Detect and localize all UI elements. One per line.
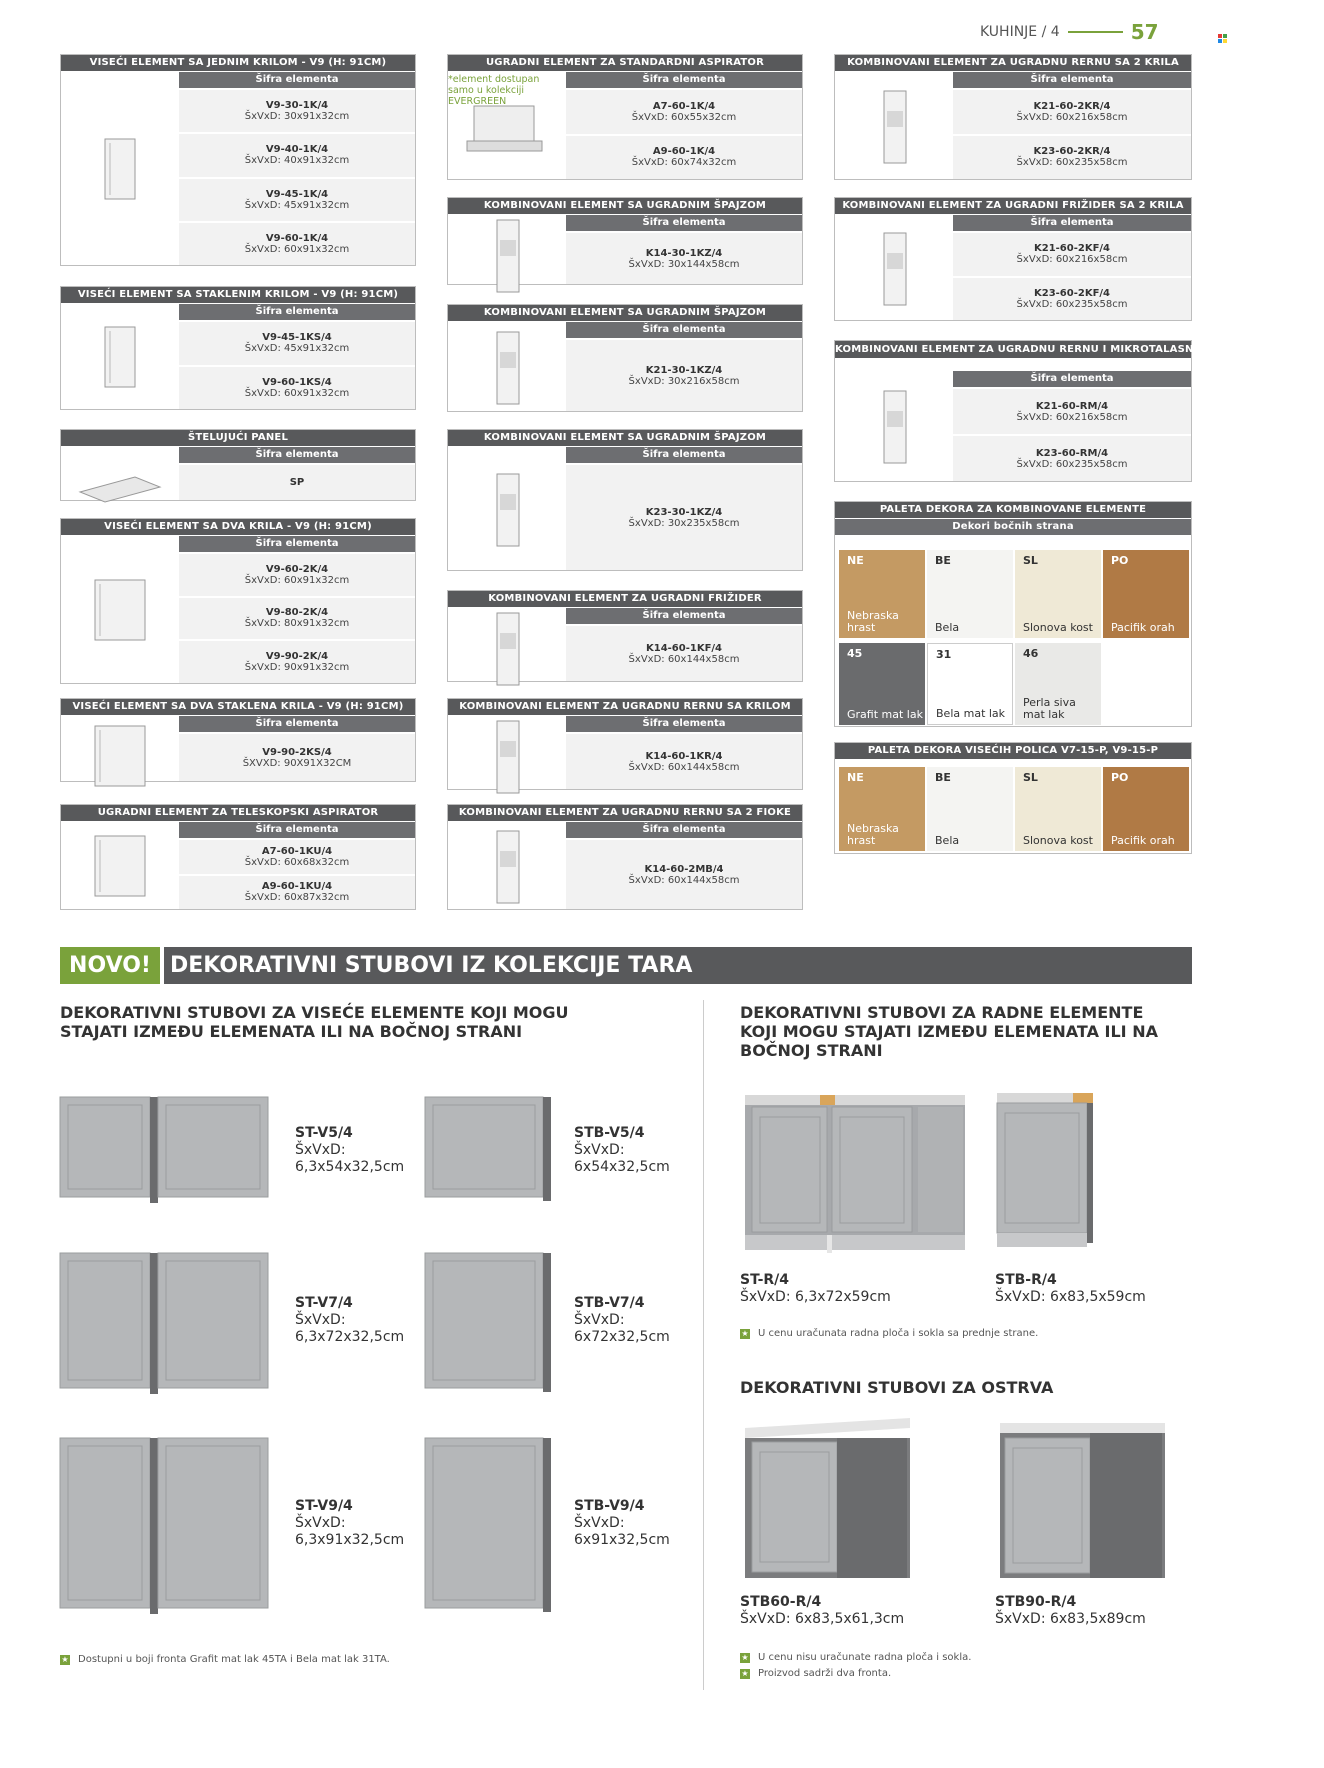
code-label: K23-30-1KZ/4 [645,506,723,518]
decor-swatch [839,767,925,851]
cabinet-illustration-icon [75,129,165,209]
code-label: K14-60-2MB/4 [644,863,724,875]
product-code [295,1125,404,1176]
dims-label: ŠxVxD: 60x235x58cm [1016,458,1128,470]
decor-name: Pacifik orah [1111,621,1175,634]
spec-subtitle: Šifra elementa [953,371,1191,387]
dims-label: ŠxVxD: 80x91x32cm [244,618,350,630]
spec-code-column [566,322,802,411]
right-footnote [740,1328,1038,1339]
spec-row [953,276,1191,321]
spec-code-column [566,608,802,681]
code-label: STB-V5/4 [574,1125,645,1141]
code-label: K21-60-RM/4 [1035,400,1109,412]
decor-code: BE [935,771,951,784]
cabinet-illustration-icon [75,317,165,397]
code-label: K23-60-2KF/4 [1033,287,1111,299]
spec-subtitle: Šifra elementa [566,608,802,624]
code-label: A9-60-1K/4 [652,146,716,158]
spec-box [834,54,1192,180]
decor-code: SL [1023,554,1038,567]
spec-box [834,340,1324,482]
decor-name: Bela mat lak [936,707,1006,720]
wall-cabinet-single-illustration [425,1253,565,1398]
spec-row [179,463,415,500]
spec-code-column [179,72,415,265]
cabinet-illustration-icon [849,228,939,308]
decor-swatch [1103,767,1189,851]
star-icon: ★ [741,1328,749,1338]
dims-label: ŠxVxD: 60x235x58cm [1016,298,1128,310]
dims-value: 6x91x32,5cm [574,1532,670,1548]
spec-title: KOMBINOVANI ELEMENT SA UGRADNIM ŠPAJZOM [448,430,802,446]
dims-label: ŠxVxD: [295,1142,346,1158]
palette-side-decors [834,501,1192,727]
spec-row [953,88,1191,134]
spec-row [179,221,415,265]
dims-label: ŠxVxD: 60x68x32cm [244,856,350,868]
spec-row [566,624,802,681]
spec-row [566,231,802,284]
spec-row [566,463,802,570]
product-code [574,1498,670,1549]
footnote-text: U cenu uračunata radna ploča i sokla sa prednje strane. [758,1328,1039,1339]
dims-label: ŠxVxD: 60x235x58cm [1016,157,1128,169]
dims-label: ŠxVxD: 60x91x32cm [244,243,350,255]
right-heading: DEKORATIVNI STUBOVI ZA RADNE ELEMENTE KOJI MOGU STAJATI IZMEĐU ELEMENATA ILI NA BOČNOJ STRANI [740,1003,1158,1060]
decor-code: SL [1023,771,1038,784]
island-heading: DEKORATIVNI STUBOVI ZA OSTRVA [740,1378,1054,1397]
spec-subtitle: Šifra elementa [179,716,415,732]
code-label: V9-45-1K/4 [265,188,329,200]
base-cabinet-double-illustration [740,1095,970,1260]
code-label: V9-60-1K/4 [265,232,329,244]
cabinet-illustration-icon [849,86,939,166]
spec-subtitle: Šifra elementa [566,72,802,88]
code-label: V9-80-2K/4 [265,607,329,619]
spec-box [447,698,803,790]
star-icon: ★ [741,1652,749,1662]
dims-label: ŠxVxD: 40x91x32cm [244,155,350,167]
cabinet-illustration-icon [75,447,165,527]
decor-name: Grafit mat lak [847,708,923,721]
code-label: STB90-R/4 [995,1594,1077,1610]
cabinet-illustration-icon [75,826,165,906]
spec-subtitle: Šifra elementa [179,447,415,463]
spec-subtitle: Šifra elementa [566,447,802,463]
product-code [574,1295,670,1346]
spec-box [447,304,803,412]
page-number: 57 [1130,20,1159,44]
spec-row [953,231,1191,276]
spec-image [835,72,953,179]
dims-label: ŠxVxD: [574,1515,625,1531]
code-label: V9-90-2KS/4 [262,746,332,758]
product-code [995,1594,1146,1628]
dims-label: ŠxVxD: 30x216x58cm [628,375,740,387]
dims-label: ŠxVxD: 6,3x72x59cm [740,1289,891,1305]
wall-cabinet-single-illustration [425,1097,565,1207]
dims-label: ŠxVxD: 60x55x32cm [631,111,737,123]
spec-title: KOMBINOVANI ELEMENT ZA UGRADNU RERNU I MIKROTALASNU PEĆNICU SA 2 KRILA [835,341,1191,358]
code-label: STB-V9/4 [574,1498,645,1514]
code-label: V9-30-1K/4 [265,100,329,112]
dims-value: 6x54x32,5cm [574,1159,670,1175]
wall-cabinet-pair-illustration [60,1097,280,1207]
cabinet-illustration-icon [462,608,552,688]
decor-name: Bela [935,834,960,847]
code-label: SP [289,477,305,488]
spec-row [179,365,415,410]
footnote-text: U cenu nisu uračunate radna ploča i sokla. [758,1652,972,1663]
code-label: A9-60-1KU/4 [261,881,333,893]
spec-note: *element dostupan samo u kolekciji EVERGREEN [448,74,540,107]
novo-badge: NOVO! [60,947,160,984]
spec-image [61,822,179,909]
spec-row [953,434,1191,481]
code-label: ST-V9/4 [295,1498,353,1514]
spec-title: ŠTELUJUĆI PANEL [61,430,415,446]
decor-swatch [1015,767,1101,851]
dims-label: ŠxVxD: 45x91x32cm [244,343,350,355]
cabinet-illustration-icon [462,215,552,295]
product-code [295,1498,404,1549]
code-label: V9-60-1KS/4 [262,376,332,388]
dims-label: ŠxVxD: 30x144x58cm [628,258,740,270]
dims-label: ŠxVxD: 60x144x58cm [628,874,740,886]
spec-subtitle: Šifra elementa [179,72,415,88]
dims-value: 6,3x54x32,5cm [295,1159,405,1175]
decor-swatch [1103,550,1189,638]
island-cabinet-60-illustration [740,1418,915,1588]
spec-title: UGRADNI ELEMENT ZA STANDARDNI ASPIRATOR [448,55,802,71]
dims-label: ŠxVxD: 60x91x32cm [244,387,350,399]
right-footnote [740,1652,971,1663]
spec-title: VISEĆI ELEMENT SA JEDNIM KRILOM - V9 (H: 91CM) [61,55,415,71]
cabinet-illustration-icon [75,570,165,650]
brand-logo-icon [1218,34,1227,43]
spec-row [566,838,802,909]
spec-box [447,429,803,571]
cabinet-illustration-icon [462,327,552,407]
decor-code: BE [935,554,951,567]
decor-code: NE [847,554,864,567]
spec-image [448,322,566,411]
spec-title: UGRADNI ELEMENT ZA TELESKOPSKI ASPIRATOR [61,805,415,821]
palette-subtitle: Dekori bočnih strana [835,518,1191,535]
cabinet-illustration-icon [462,716,552,796]
spec-box [834,197,1192,321]
spec-code-column [953,215,1191,320]
dims-label: ŠxVxD: [574,1142,625,1158]
decor-swatch [839,550,925,638]
decor-swatch [927,767,1013,851]
dims-label: ŠxVxD: 60x144x58cm [628,653,740,665]
dims-label: ŠxVxD: 90x91x32cm [244,662,350,674]
code-label: STB-R/4 [995,1272,1057,1288]
product-code [574,1125,670,1176]
banner-title: DEKORATIVNI STUBOVI IZ KOLEKCIJE TARA [164,947,1192,984]
spec-image [448,608,566,681]
island-cabinet-90-illustration [995,1418,1170,1588]
decor-code: 46 [1023,647,1039,660]
code-label: K21-60-2KR/4 [1033,100,1111,112]
code-label: STB-V7/4 [574,1295,645,1311]
dims-label: ŠxVxD: 6x83,5x59cm [995,1289,1146,1305]
spec-image [61,536,179,683]
spec-box [60,518,416,684]
spec-row [179,838,415,874]
dims-label: ŠxVxD: 60x216x58cm [1016,254,1128,266]
code-label: K14-60-1KR/4 [645,750,723,762]
code-label: A7-60-1K/4 [652,100,716,112]
spec-box [447,590,803,682]
spec-title: KOMBINOVANI ELEMENT ZA UGRADNI FRIŽIDER SA 2 KRILA [835,198,1191,214]
spec-code-column [953,371,1191,481]
product-code [740,1594,904,1628]
spec-box [447,54,803,180]
spec-title: KOMBINOVANI ELEMENT ZA UGRADNU RERNU SA 2 FIOKE [448,805,802,821]
spec-box [60,698,416,782]
dims-label: ŠxVxD: 60x216x58cm [1016,411,1128,423]
spec-subtitle: Šifra elementa [179,822,415,838]
decor-code: PO [1111,554,1129,567]
decor-name: Bela [935,621,960,634]
dims-label: ŠxVxD: 60x216x58cm [1016,111,1128,123]
decor-swatch [1015,643,1101,725]
spec-row [953,134,1191,180]
spec-image [61,72,179,265]
spec-row [566,88,802,134]
spec-row [179,639,415,683]
spec-row [566,732,802,789]
spec-box [447,197,803,285]
spec-box [60,429,416,501]
dims-label: ŠxVxD: 60x144x58cm [628,761,740,773]
code-label: K21-30-1KZ/4 [645,364,723,376]
spec-code-column [179,716,415,781]
code-label: STB60-R/4 [740,1594,822,1610]
spec-row [179,552,415,596]
spec-image [61,716,179,781]
product-code [995,1272,1146,1306]
spec-title: VISEĆI ELEMENT SA STAKLENIM KRILOM - V9 (H: 91CM) [61,287,415,303]
spec-row [179,132,415,176]
star-icon: ★ [741,1668,749,1678]
spec-title: KOMBINOVANI ELEMENT SA UGRADNIM ŠPAJZOM [448,305,802,321]
spec-image [448,716,566,789]
dims-label: ŠxVxD: 60x91x32cm [244,574,350,586]
spec-code-column [566,447,802,570]
code-label: V9-40-1K/4 [265,144,329,156]
dims-label: ŠxVxD: 30x91x32cm [244,111,350,123]
product-code [295,1295,404,1346]
spec-box [60,54,416,266]
code-label: V9-60-2K/4 [265,563,329,575]
spec-row [179,596,415,640]
code-label: A7-60-1KU/4 [261,845,333,857]
spec-row [179,874,415,910]
spec-image [835,215,953,320]
dims-label: ŠxVxD: 30x235x58cm [628,517,740,529]
dims-label: ŠxVxD: 6x83,5x61,3cm [740,1611,905,1627]
spec-code-column [179,447,415,500]
spec-row [566,134,802,180]
dims-label: ŠxVxD: 60x87x32cm [244,892,350,904]
product-code [740,1272,891,1306]
dims-label: ŠxVxD: 6x83,5x89cm [995,1611,1146,1627]
decor-swatch [927,550,1013,638]
left-footnote [60,1654,390,1665]
footnote-text: Dostupni u boji fronta Grafit mat lak 45TA i Bela mat lak 31TA. [78,1654,390,1665]
base-cabinet-single-illustration [995,1093,1095,1263]
dims-label: ŠxVxD: 45x91x32cm [244,199,350,211]
spec-subtitle: Šifra elementa [566,215,802,231]
spec-subtitle: Šifra elementa [566,822,802,838]
code-label: K23-60-RM/4 [1035,447,1109,459]
decor-code: 45 [847,647,863,660]
column-divider [703,1000,704,1690]
dims-label: ŠxVxD: [295,1515,346,1531]
spec-code-column [179,536,415,683]
code-label: K23-60-2KR/4 [1033,146,1111,158]
wall-cabinet-single-illustration [425,1438,565,1618]
decor-swatch [927,643,1013,725]
spec-box [60,286,416,410]
section-label: KUHINJE / 4 [980,24,1060,40]
spec-subtitle: Šifra elementa [953,215,1191,231]
decor-swatch [1015,550,1101,638]
code-label: V9-45-1KS/4 [262,332,332,344]
spec-code-column [566,716,802,789]
page-header [980,20,1159,44]
wall-cabinet-pair-illustration [60,1253,280,1398]
decor-swatch [839,643,925,725]
spec-box [60,804,416,910]
spec-image [61,304,179,409]
spec-code-column [953,72,1191,179]
palette-title: PALETA DEKORA ZA KOMBINOVANE ELEMENTE [835,502,1191,518]
spec-row [179,320,415,365]
header-rule [1068,31,1123,33]
decor-name: Pacifik orah [1111,834,1175,847]
code-label: ST-V5/4 [295,1125,353,1141]
code-label: K14-30-1KZ/4 [645,247,723,259]
footnote-text: Proizvod sadrži dva fronta. [758,1668,892,1679]
dims-value: 6x72x32,5cm [574,1329,670,1345]
spec-image [448,822,566,909]
spec-subtitle: Šifra elementa [179,304,415,320]
spec-row [953,387,1191,434]
spec-title: VISEĆI ELEMENT SA DVA KRILA - V9 (H: 91CM) [61,519,415,535]
code-label: K21-60-2KF/4 [1033,243,1111,255]
cabinet-illustration-icon [462,469,552,549]
decor-code: PO [1111,771,1129,784]
spec-code-column [179,822,415,909]
spec-subtitle: Šifra elementa [566,716,802,732]
decor-name: Slonova kost [1023,621,1093,634]
section-banner [60,947,1192,984]
spec-title: VISEĆI ELEMENT SA DVA STAKLENA KRILA - V9 (H: 91CM) [61,699,415,715]
palette-title: PALETA DEKORA VISEĆIH POLICA V7-15-P, V9-15-P [835,743,1191,759]
spec-title: KOMBINOVANI ELEMENT ZA UGRADNU RERNU SA KRILOM [448,699,802,715]
cabinet-illustration-icon [849,386,939,466]
decor-code: NE [847,771,864,784]
star-icon: ★ [61,1654,69,1664]
code-label: V9-90-2K/4 [265,651,329,663]
spec-image [835,371,953,481]
spec-title: KOMBINOVANI ELEMENT ZA UGRADNU RERNU SA 2 KRILA [835,55,1191,71]
cabinet-illustration-icon [75,716,165,796]
dims-value: 6,3x91x32,5cm [295,1532,405,1548]
spec-row [179,177,415,221]
spec-code-column [566,215,802,284]
code-label: ST-R/4 [740,1272,790,1288]
code-label: ST-V7/4 [295,1295,353,1311]
code-label: K14-60-1KF/4 [645,642,723,654]
spec-row [566,338,802,411]
spec-row [179,732,415,781]
decor-name: Slonova kost [1023,834,1093,847]
spec-code-column [179,304,415,409]
dims-label: ŠxVxD: [574,1312,625,1328]
palette-shelf-decors [834,742,1192,854]
dims-value: 6,3x72x32,5cm [295,1329,405,1345]
dims-label: ŠxVxD: [295,1312,346,1328]
left-heading: DEKORATIVNI STUBOVI ZA VISEĆE ELEMENTE KOJI MOGU STAJATI IZMEĐU ELEMENATA ILI NA BOČNOJ STRANI [60,1003,569,1041]
spec-box [447,804,803,910]
decor-name: Nebraska hrast [847,822,899,847]
dims-label: ŠXVXD: 90X91X32CM [242,757,352,769]
spec-code-column [566,72,802,179]
decor-code: 31 [936,648,952,661]
spec-image [448,215,566,284]
wall-cabinet-pair-illustration [60,1438,280,1618]
spec-image [448,447,566,570]
spec-code-column [566,822,802,909]
cabinet-illustration-icon [462,826,552,906]
decor-name: Perla siva mat lak [1023,696,1076,721]
spec-subtitle: Šifra elementa [566,322,802,338]
decor-name: Nebraska hrast [847,609,899,634]
right-footnote [740,1668,891,1679]
spec-subtitle: Šifra elementa [179,536,415,552]
spec-title: KOMBINOVANI ELEMENT SA UGRADNIM ŠPAJZOM [448,198,802,214]
spec-title: KOMBINOVANI ELEMENT ZA UGRADNI FRIŽIDER [448,591,802,607]
spec-subtitle: Šifra elementa [953,72,1191,88]
dims-label: ŠxVxD: 60x74x32cm [631,157,737,169]
spec-image [61,447,179,500]
spec-row [179,88,415,132]
